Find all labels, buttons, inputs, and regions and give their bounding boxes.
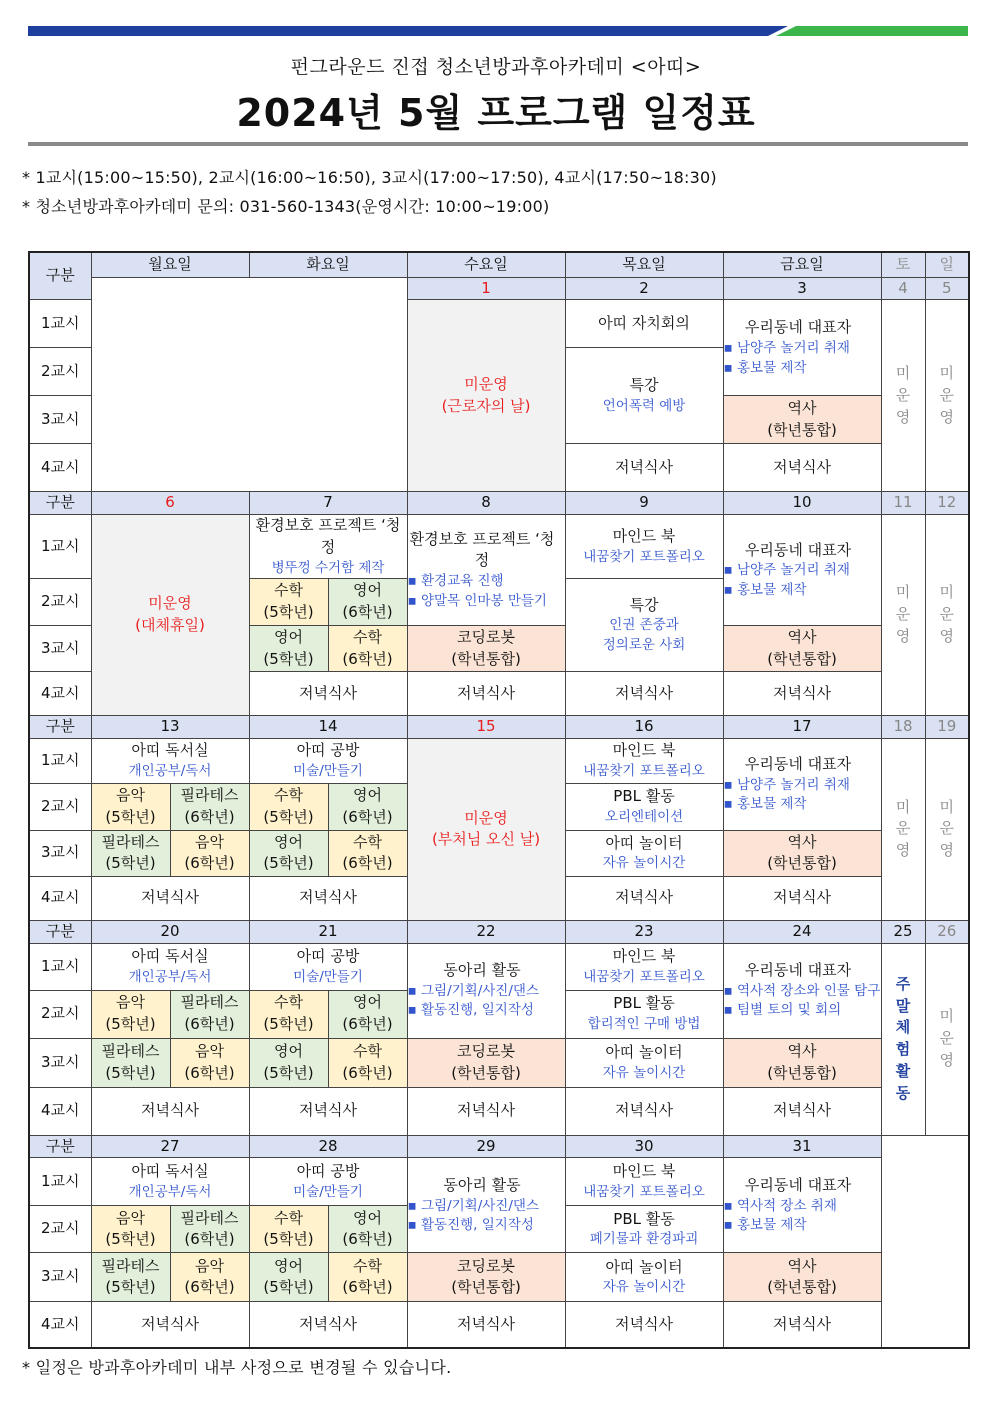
activity-cell: 아띠 독서실 개인공부/독서 [91,1158,249,1206]
activity-cell: 영어 (6학년) [328,990,407,1038]
activity-cell: 아띠 놀이터 자유 놀이시간 [565,830,723,876]
activity-cell: 코딩로봇 (학년통합) [407,1038,565,1087]
day-header-fri: 금요일 [723,252,881,277]
class-times-note: * 1교시(15:00~15:50), 2교시(16:00~16:50), 3교시(17:00~17:50), 4교시(17:50~18:30) [22,168,717,187]
closed-cell-may15: 미운영 (부처님 오신 날) [407,738,565,920]
activity-cell-bulleted: 우리동네 대표자 ▪ 남양주 놀거리 취재 ▪ 홍보물 제작 [723,300,881,396]
period-label: 2교시 [29,348,91,396]
activity-cell: 저녁식사 [249,876,407,920]
activity-cell: 아띠 놀이터 자유 놀이시간 [565,1038,723,1087]
activity-cell: 아띠 공방 미술/만들기 [249,1158,407,1206]
activity-cell: 마인드 북 내꿈찾기 포트폴리오 [565,515,723,579]
activity-cell: 저녁식사 [407,1087,565,1135]
activity-cell: 수학 (5학년) [249,579,328,626]
activity-cell: 저녁식사 [91,876,249,920]
activity-cell: 필라테스 (5학년) [91,1253,170,1302]
activity-cell-bulleted: 우리동네 대표자 ▪ 역사적 장소 취재 ▪ 홍보물 제작 [723,1158,881,1253]
activity-cell: 마인드 북 내꿈찾기 포트폴리오 [565,1158,723,1206]
closed-sun: 미 운 영 [925,515,969,716]
activity-cell: 영어 (5학년) [249,1038,328,1087]
activity-cell: 음악 (5학년) [91,990,170,1038]
activity-cell: 수학 (5학년) [249,783,328,830]
schedule-title: 2024년 5월 프로그램 일정표 [236,91,756,135]
period-label: 1교시 [29,515,91,579]
activity-cell: 마인드 북 내꿈찾기 포트폴리오 [565,943,723,990]
period-label: 4교시 [29,672,91,716]
period-label: 3교시 [29,830,91,876]
activity-cell: 저녁식사 [723,1087,881,1135]
empty-cell-mon-tue [91,277,407,492]
period-label: 1교시 [29,300,91,348]
activity-cell: 필라테스 (6학년) [170,783,249,830]
period-label: 4교시 [29,1302,91,1348]
date-15: 15 [407,716,565,739]
date-11: 11 [881,492,925,515]
activity-cell: 코딩로봇 (학년통합) [407,1253,565,1302]
schedule-change-note: * 일정은 방과후아카데미 내부 사정으로 변경될 수 있습니다. [22,1358,452,1377]
activity-cell: 저녁식사 [723,876,881,920]
closed-cell-may1: 미운영 (근로자의 날) [407,300,565,492]
title-divider [28,142,968,146]
period-label: 2교시 [29,1206,91,1253]
activity-cell: PBL 활동 폐기물과 환경파괴 [565,1206,723,1253]
activity-cell: 음악 (5학년) [91,1206,170,1253]
date-29: 29 [407,1135,565,1158]
activity-cell: 아띠 공방 미술/만들기 [249,943,407,990]
activity-cell: 영어 (5학년) [249,626,328,672]
period-label: 3교시 [29,1253,91,1302]
date-1: 1 [407,277,565,300]
activity-cell: 영어 (6학년) [328,783,407,830]
activity-cell: 영어 (6학년) [328,1206,407,1253]
period-label: 2교시 [29,783,91,830]
activity-cell: 저녁식사 [723,444,881,492]
activity-cell: 저녁식사 [91,1087,249,1135]
weekend-experience-activity: 주 말 체 험 활 동 [881,943,925,1135]
activity-cell: 아띠 독서실 개인공부/독서 [91,943,249,990]
period-label: 1교시 [29,738,91,783]
gubun-header: 구분 [29,716,91,739]
date-8: 8 [407,492,565,515]
period-label: 2교시 [29,990,91,1038]
period-label: 4교시 [29,876,91,920]
activity-cell: 필라테스 (5학년) [91,830,170,876]
period-label: 4교시 [29,1087,91,1135]
activity-cell-bulleted: 동아리 활동 ▪ 그림/기획/사진/댄스 ▪ 활동진행, 일지작성 [407,1158,565,1253]
day-header-thu: 목요일 [565,252,723,277]
activity-cell: PBL 활동 오리엔테이션 [565,783,723,830]
day-header-sat: 토 [881,252,925,277]
date-19: 19 [925,716,969,739]
day-header-wed: 수요일 [407,252,565,277]
closed-sat: 미 운 영 [881,515,925,716]
schedule-table [28,251,970,1349]
activity-cell: 영어 (6학년) [328,579,407,626]
activity-cell: 마인드 북 내꿈찾기 포트폴리오 [565,738,723,783]
activity-cell: 수학 (5학년) [249,1206,328,1253]
activity-cell: 저녁식사 [723,1302,881,1348]
date-7: 7 [249,492,407,515]
date-23: 23 [565,920,723,943]
activity-cell: 아띠 독서실 개인공부/독서 [91,738,249,783]
gubun-header: 구분 [29,492,91,515]
date-16: 16 [565,716,723,739]
activity-cell: 영어 (5학년) [249,830,328,876]
closed-sat: 미 운 영 [881,300,925,492]
period-label: 3교시 [29,396,91,444]
activity-cell: 수학 (6학년) [328,1253,407,1302]
date-30: 30 [565,1135,723,1158]
date-21: 21 [249,920,407,943]
activity-cell: 특강 언어폭력 예방 [565,348,723,444]
activity-cell: 저녁식사 [407,1302,565,1348]
date-17: 17 [723,716,881,739]
date-28: 28 [249,1135,407,1158]
activity-cell: 저녁식사 [565,444,723,492]
date-27: 27 [91,1135,249,1158]
activity-cell: 저녁식사 [565,876,723,920]
date-5: 5 [925,277,969,300]
activity-cell: 역사 (학년통합) [723,396,881,444]
closed-sat: 미 운 영 [881,738,925,920]
activity-cell: 수학 (6학년) [328,626,407,672]
date-22: 22 [407,920,565,943]
activity-cell: 수학 (6학년) [328,1038,407,1087]
date-18: 18 [881,716,925,739]
closed-sun: 미 운 영 [925,943,969,1135]
activity-cell: 저녁식사 [249,1087,407,1135]
activity-cell: 저녁식사 [249,1302,407,1348]
day-header-tue: 화요일 [249,252,407,277]
activity-cell: 아띠 공방 미술/만들기 [249,738,407,783]
date-10: 10 [723,492,881,515]
date-31: 31 [723,1135,881,1158]
date-13: 13 [91,716,249,739]
period-label: 1교시 [29,1158,91,1206]
activity-cell: 음악 (6학년) [170,1253,249,1302]
activity-cell: 아띠 자치회의 [565,300,723,348]
closed-cell-may6: 미운영 (대체휴일) [91,515,249,716]
period-label: 1교시 [29,943,91,990]
activity-cell: 필라테스 (5학년) [91,1038,170,1087]
activity-cell: 필라테스 (6학년) [170,990,249,1038]
activity-cell: 환경보호 프로젝트 ‘청정 병뚜껑 수거함 제작 [249,515,407,579]
date-12: 12 [925,492,969,515]
date-26: 26 [925,920,969,943]
empty-weekend-cell [881,1135,969,1348]
activity-cell: 수학 (6학년) [328,830,407,876]
activity-cell-bulleted: 우리동네 대표자 ▪ 역사적 장소와 인물 탐구 ▪ 팀별 토의 및 회의 [723,943,881,1038]
date-9: 9 [565,492,723,515]
day-header-sun: 일 [925,252,969,277]
activity-cell: 필라테스 (6학년) [170,1206,249,1253]
program-subtitle: 펀그라운드 진접 청소년방과후아카데미 <아띠> [290,56,702,78]
gubun-header: 구분 [29,920,91,943]
date-3: 3 [723,277,881,300]
activity-cell: 역사 (학년통합) [723,1038,881,1087]
activity-cell: 음악 (5학년) [91,783,170,830]
activity-cell-bulleted: 우리동네 대표자 ▪ 남양주 놀거리 취재 ▪ 홍보물 제작 [723,515,881,626]
activity-cell: 수학 (5학년) [249,990,328,1038]
closed-sun: 미 운 영 [925,300,969,492]
activity-cell-bulleted: 환경보호 프로젝트 ‘청정 ▪ 환경교육 진행 ▪ 양말목 인마봉 만들기 [407,515,565,626]
activity-cell-bulleted: 동아리 활동 ▪ 그림/기획/사진/댄스 ▪ 활동진행, 일지작성 [407,943,565,1038]
activity-cell: 특강 인권 존중과 정의로운 사회 [565,579,723,672]
date-14: 14 [249,716,407,739]
date-25: 25 [881,920,925,943]
activity-cell: 음악 (6학년) [170,830,249,876]
period-label: 3교시 [29,626,91,672]
date-24: 24 [723,920,881,943]
activity-cell: 저녁식사 [723,672,881,716]
activity-cell: 저녁식사 [565,1087,723,1135]
activity-cell: PBL 활동 합리적인 구매 방법 [565,990,723,1038]
activity-cell: 영어 (5학년) [249,1253,328,1302]
period-label: 4교시 [29,444,91,492]
activity-cell: 저녁식사 [407,672,565,716]
activity-cell: 역사 (학년통합) [723,830,881,876]
activity-cell: 저녁식사 [249,672,407,716]
contact-note: * 청소년방과후아카데미 문의: 031-560-1343(운영시간: 10:00~19:00) [22,197,550,216]
date-2: 2 [565,277,723,300]
activity-cell: 아띠 놀이터 자유 놀이시간 [565,1253,723,1302]
period-label: 3교시 [29,1038,91,1087]
activity-cell: 코딩로봇 (학년통합) [407,626,565,672]
activity-cell: 저녁식사 [565,672,723,716]
activity-cell: 역사 (학년통합) [723,626,881,672]
gubun-header: 구분 [29,1135,91,1158]
closed-sun: 미 운 영 [925,738,969,920]
activity-cell: 저녁식사 [565,1302,723,1348]
header-accent-bar [28,26,968,36]
date-6: 6 [91,492,249,515]
activity-cell: 저녁식사 [91,1302,249,1348]
activity-cell: 역사 (학년통합) [723,1253,881,1302]
activity-cell: 음악 (6학년) [170,1038,249,1087]
day-header-mon: 월요일 [91,252,249,277]
period-label: 2교시 [29,579,91,626]
activity-cell-bulleted: 우리동네 대표자 ▪ 남양주 놀거리 취재 ▪ 홍보물 제작 [723,738,881,830]
date-4: 4 [881,277,925,300]
date-20: 20 [91,920,249,943]
gubun-header: 구분 [29,252,91,300]
